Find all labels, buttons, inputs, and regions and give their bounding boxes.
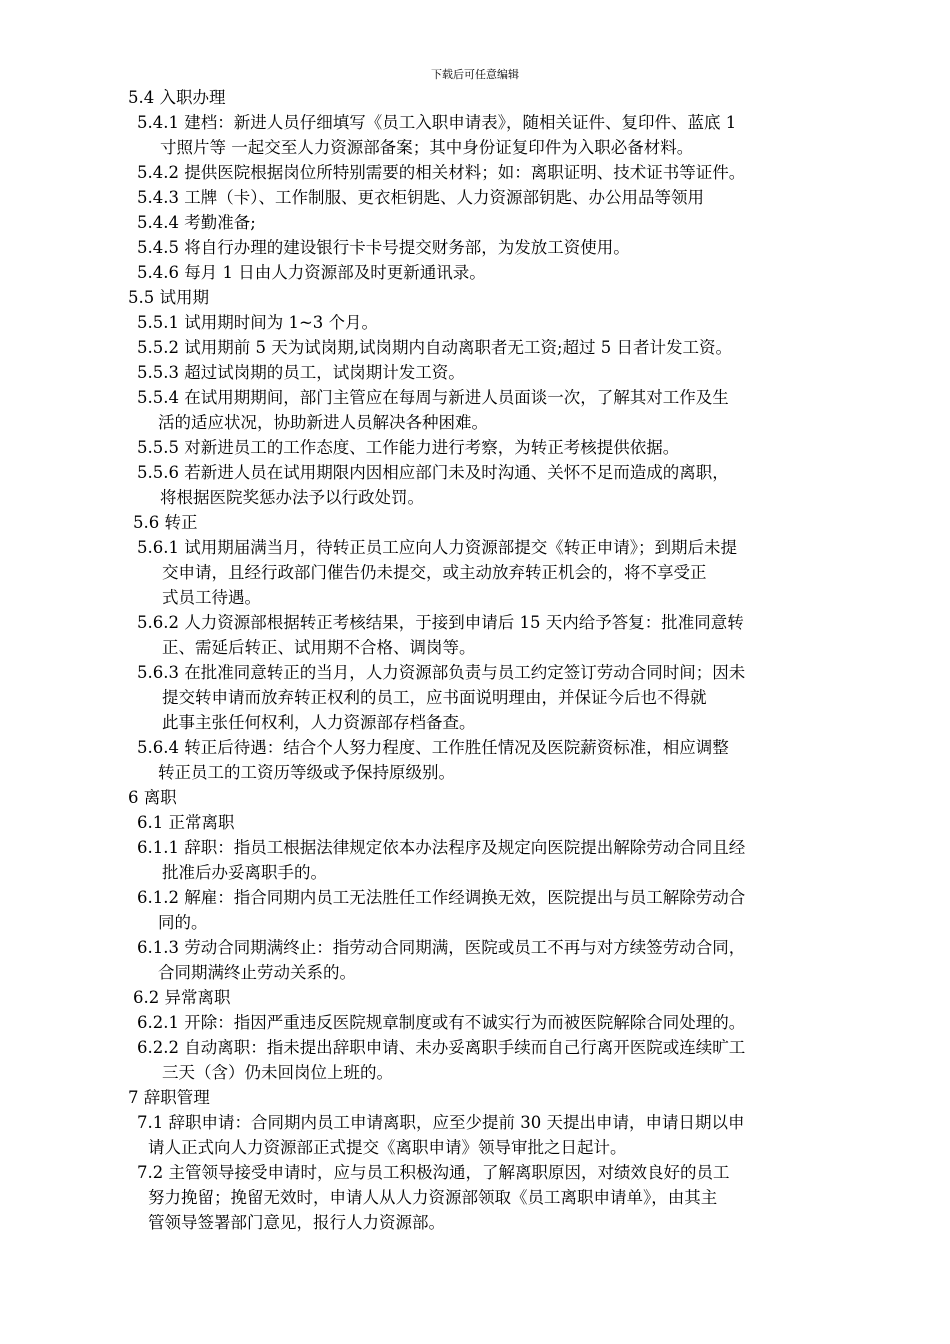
paragraph-line: 三天（含）仍未回岗位上班的。 — [162, 1063, 393, 1082]
paragraph-line: 7.2 主管领导接受申请时，应与员工积极沟通，了解离职原因，对绩效良好的员工 — [137, 1163, 730, 1182]
paragraph-line: 5.4.5 将自行办理的建设银行卡卡号提交财务部，为发放工资使用。 — [137, 238, 630, 257]
paragraph-line: 5.5.6 若新进人员在试用期限内因相应部门未及时沟通、关怀不足而造成的离职， — [137, 463, 729, 482]
paragraph-line: 活的适应状况，协助新进人员解决各种困难。 — [158, 413, 488, 432]
paragraph-line: 7.1 辞职申请：合同期内员工申请离职，应至少提前 30 天提出申请，申请日期以申 — [137, 1113, 745, 1132]
paragraph-line: 此事主张任何权利，人力资源部存档备查。 — [162, 713, 476, 732]
paragraph-line: 6.2.1 开除：指因严重违反医院规章制度或有不诚实行为而被医院解除合同处理的。 — [137, 1013, 746, 1032]
paragraph-line: 6.1.2 解雇：指合同期内员工无法胜任工作经调换无效，医院提出与员工解除劳动合 — [137, 888, 746, 907]
paragraph-line: 5.4.4 考勤准备; — [137, 213, 256, 232]
paragraph-line: 5.5.2 试用期前 5 天为试岗期,试岗期内自动离职者无工资;超过 5 日者计发工资。 — [137, 338, 733, 357]
paragraph-line: 5.6.2 人力资源部根据转正考核结果，于接到申请后 15 天内给予答复：批准同意转 — [137, 613, 744, 632]
subsection-heading: 6.2 异常离职 — [133, 988, 231, 1007]
paragraph-line: 5.6.1 试用期届满当月，待转正员工应向人力资源部提交《转正申请》；到期后未提 — [137, 538, 737, 557]
page-header: 下载后可任意编辑 — [431, 68, 519, 81]
paragraph-line: 6.1.3 劳动合同期满终止：指劳动合同期满，医院或员工不再与对方续签劳动合同， — [137, 938, 746, 957]
paragraph-line: 5.5.1 试用期时间为 1~3 个月。 — [137, 313, 379, 332]
paragraph-line: 批准后办妥离职手的。 — [162, 863, 327, 882]
paragraph-line: 同的。 — [158, 913, 208, 932]
paragraph-line: 5.5.5 对新进员工的工作态度、工作能力进行考察，为转正考核提供依据。 — [137, 438, 680, 457]
paragraph-line: 5.5.4 在试用期期间，部门主管应在每周与新进人员面谈一次，了解其对工作及生 — [137, 388, 729, 407]
paragraph-line: 6.1.1 辞职：指员工根据法律规定依本办法程序及规定向医院提出解除劳动合同且经 — [137, 838, 746, 857]
paragraph-line: 式员工待遇。 — [162, 588, 261, 607]
paragraph-line: 合同期满终止劳动关系的。 — [158, 963, 356, 982]
paragraph-line: 管领导签署部门意见，报行人力资源部。 — [148, 1213, 445, 1232]
paragraph-line: 5.4.1 建档：新进人员仔细填写《员工入职申请表》，随相关证件、复印件、蓝底 1 — [137, 113, 737, 132]
paragraph-line: 正、需延后转正、试用期不合格、调岗等。 — [162, 638, 476, 657]
paragraph-line: 将根据医院奖惩办法予以行政处罚。 — [160, 488, 424, 507]
paragraph-line: 交申请，且经行政部门催告仍未提交，或主动放弃转正机会的，将不享受正 — [162, 563, 707, 582]
paragraph-line: 5.4.3 工牌（卡）、工作制服、更衣柜钥匙、人力资源部钥匙、办公用品等领用 — [137, 188, 704, 207]
section-heading: 6 离职 — [128, 788, 177, 807]
paragraph-line: 5.4.2 提供医院根据岗位所特别需要的相关材料；如：离职证明、技术证书等证件。 — [137, 163, 746, 182]
paragraph-line: 寸照片等 一起交至人力资源部备案；其中身份证复印件为入职必备材料。 — [160, 138, 694, 157]
paragraph-line: 5.5.3 超过试岗期的员工，试岗期计发工资。 — [137, 363, 465, 382]
paragraph-line: 提交转申请而放弃转正权利的员工，应书面说明理由，并保证今后也不得就 — [162, 688, 707, 707]
subsection-heading: 6.1 正常离职 — [137, 813, 235, 832]
section-heading: 7 辞职管理 — [128, 1088, 210, 1107]
paragraph-line: 5.4.6 每月 1 日由人力资源部及时更新通讯录。 — [137, 263, 486, 282]
paragraph-line: 请人正式向人力资源部正式提交《离职申请》领导审批之日起计。 — [148, 1138, 627, 1157]
paragraph-line: 努力挽留；挽留无效时，申请人从人力资源部领取《员工离职申请单》，由其主 — [148, 1188, 718, 1207]
section-heading: 5.6 转正 — [133, 513, 198, 532]
paragraph-line: 5.6.3 在批准同意转正的当月，人力资源部负责与员工约定签订劳动合同时间；因未 — [137, 663, 746, 682]
paragraph-line: 6.2.2 自动离职：指未提出辞职申请、未办妥离职手续而自己行离开医院或连续旷工 — [137, 1038, 746, 1057]
paragraph-line: 5.6.4 转正后待遇：结合个人努力程度、工作胜任情况及医院薪资标准，相应调整 — [137, 738, 729, 757]
section-heading: 5.5 试用期 — [128, 288, 209, 307]
paragraph-line: 转正员工的工资历等级或予保持原级别。 — [158, 763, 455, 782]
section-heading: 5.4 入职办理 — [128, 88, 226, 107]
